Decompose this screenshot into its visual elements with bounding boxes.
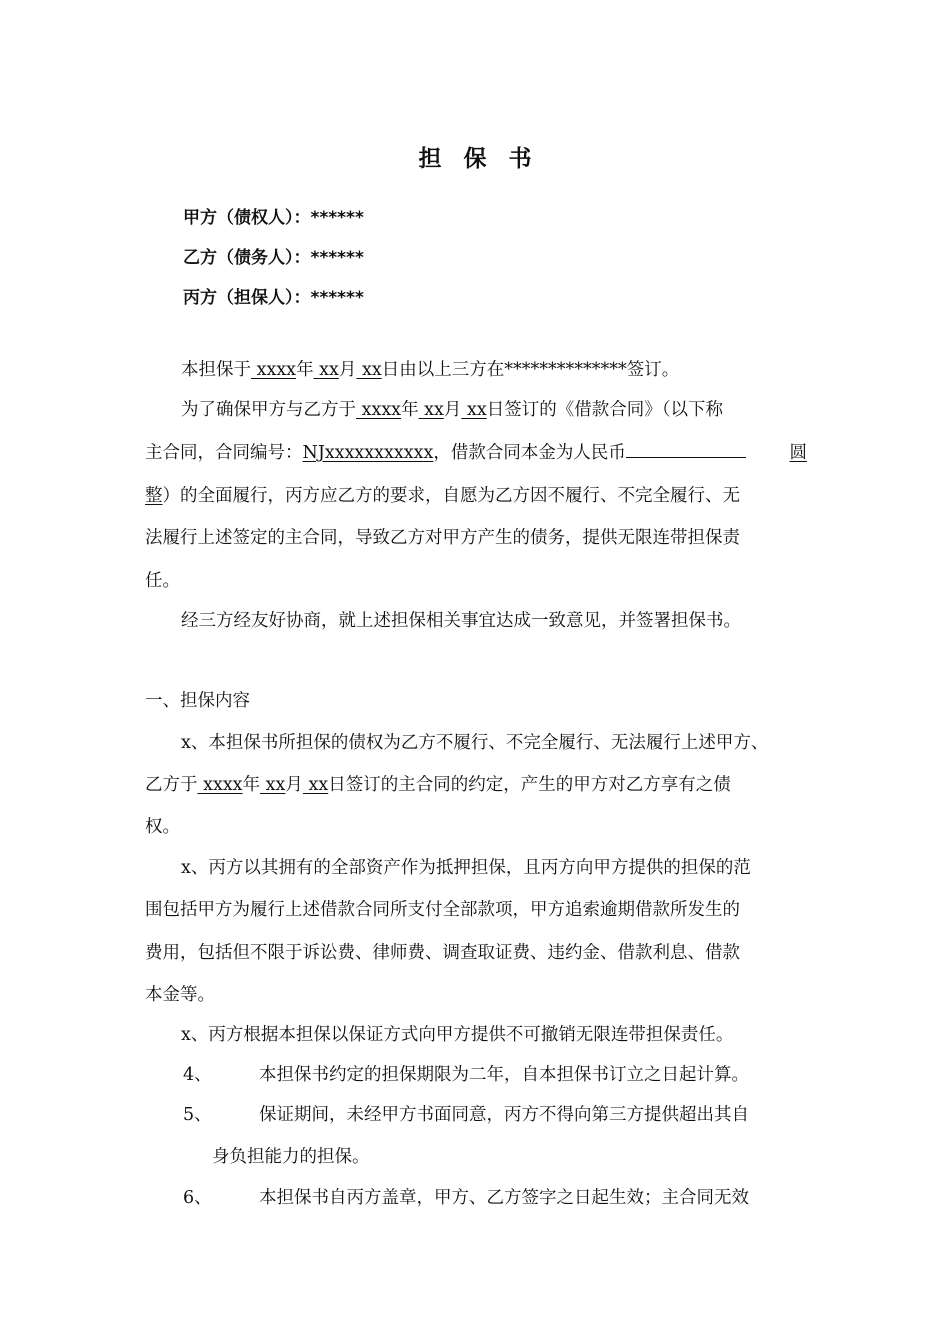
day-field: xx	[308, 775, 329, 795]
text: 主合同，合同编号：	[145, 443, 303, 463]
intro-paragraph-2-line-5: 任。	[145, 571, 180, 591]
text: 月	[285, 775, 303, 795]
text: ，借款合同本金为人民币	[433, 443, 626, 463]
item-5-continuation: 身负担能力的担保。	[212, 1147, 370, 1167]
text: 月	[443, 400, 462, 420]
item-1-line-1: x、本担保书所担保的债权为乙方不履行、不完全履行、无法履行上述甲方、	[181, 733, 769, 753]
day-field: xx	[466, 400, 487, 420]
year-field: xxxx	[256, 360, 297, 380]
text: 日由以上三方在**************签订。	[381, 360, 680, 380]
text: 年	[296, 360, 314, 380]
item-1-line-2	[145, 771, 731, 796]
intro-paragraph-2-line-2	[145, 439, 807, 464]
text: 年	[242, 775, 261, 795]
item-2-line-3: 费用，包括但不限于诉讼费、律师费、调查取证费、违约金、借款利息、借款	[145, 943, 740, 963]
amount-blank	[626, 441, 746, 458]
month-field: xx	[424, 400, 444, 420]
item-6-text: 本担保书自丙方盖章，甲方、乙方签字之日起生效；主合同无效	[259, 1188, 749, 1208]
intro-paragraph-1	[181, 356, 679, 381]
year-field: xxxx	[203, 775, 243, 795]
text: 日签订的《借款合同》（以下称	[486, 400, 723, 420]
item-4-text: 本担保书约定的担保期限为二年，自本担保书订立之日起计算。	[259, 1065, 749, 1085]
text: 为了确保甲方与乙方于	[181, 400, 356, 420]
item-2-line-4: 本金等。	[145, 985, 215, 1005]
text: ）的全面履行，丙方应乙方的要求，自愿为乙方因不履行、不完全履行、无	[162, 486, 740, 506]
section-heading: 一、担保内容	[145, 691, 250, 711]
year-field: xxxx	[361, 400, 402, 420]
party-creditor: 甲方（债权人）：******	[183, 208, 364, 228]
text: 日签订的主合同的约定，产生的甲方对乙方享有之债	[328, 775, 731, 795]
month-field: xx	[265, 775, 286, 795]
item-3: x、丙方根据本担保以保证方式向甲方提供不可撤销无限连带担保责任。	[181, 1025, 734, 1045]
party-guarantor: 丙方（担保人）：******	[183, 288, 364, 308]
item-2-line-2: 围包括甲方为履行上述借款合同所支付全部款项，甲方追索逾期借款所发生的	[145, 900, 740, 920]
item-6-number: 6、	[183, 1188, 212, 1208]
item-1-line-3: 权。	[145, 817, 180, 837]
month-field: xx	[319, 360, 339, 380]
party-debtor: 乙方（债务人）：******	[183, 248, 364, 268]
text: 本担保于	[181, 360, 251, 380]
text: 年	[401, 400, 419, 420]
text: 整	[145, 486, 163, 506]
contract-number: NJxxxxxxxxxxx	[302, 443, 434, 463]
item-2-line-1: x、丙方以其拥有的全部资产作为抵押担保，且丙方向甲方提供的担保的范	[181, 858, 751, 878]
intro-paragraph-2-line-1	[181, 396, 723, 421]
intro-paragraph-2-line-3	[145, 482, 740, 507]
item-5-number: 5、	[183, 1105, 212, 1125]
intro-paragraph-2-line-4: 法履行上述签定的主合同，导致乙方对甲方产生的债务，提供无限连带担保责	[145, 528, 740, 548]
text: 月	[338, 360, 357, 380]
text: 乙方于	[145, 775, 198, 795]
intro-paragraph-3: 经三方经友好协商，就上述担保相关事宜达成一致意见，并签署担保书。	[181, 611, 741, 631]
text: 圆	[789, 443, 807, 463]
document-title: 担保书	[418, 146, 554, 172]
item-5-text: 保证期间，未经甲方书面同意，丙方不得向第三方提供超出其自	[259, 1105, 749, 1125]
day-field: xx	[361, 360, 382, 380]
item-4-number: 4、	[183, 1065, 212, 1085]
